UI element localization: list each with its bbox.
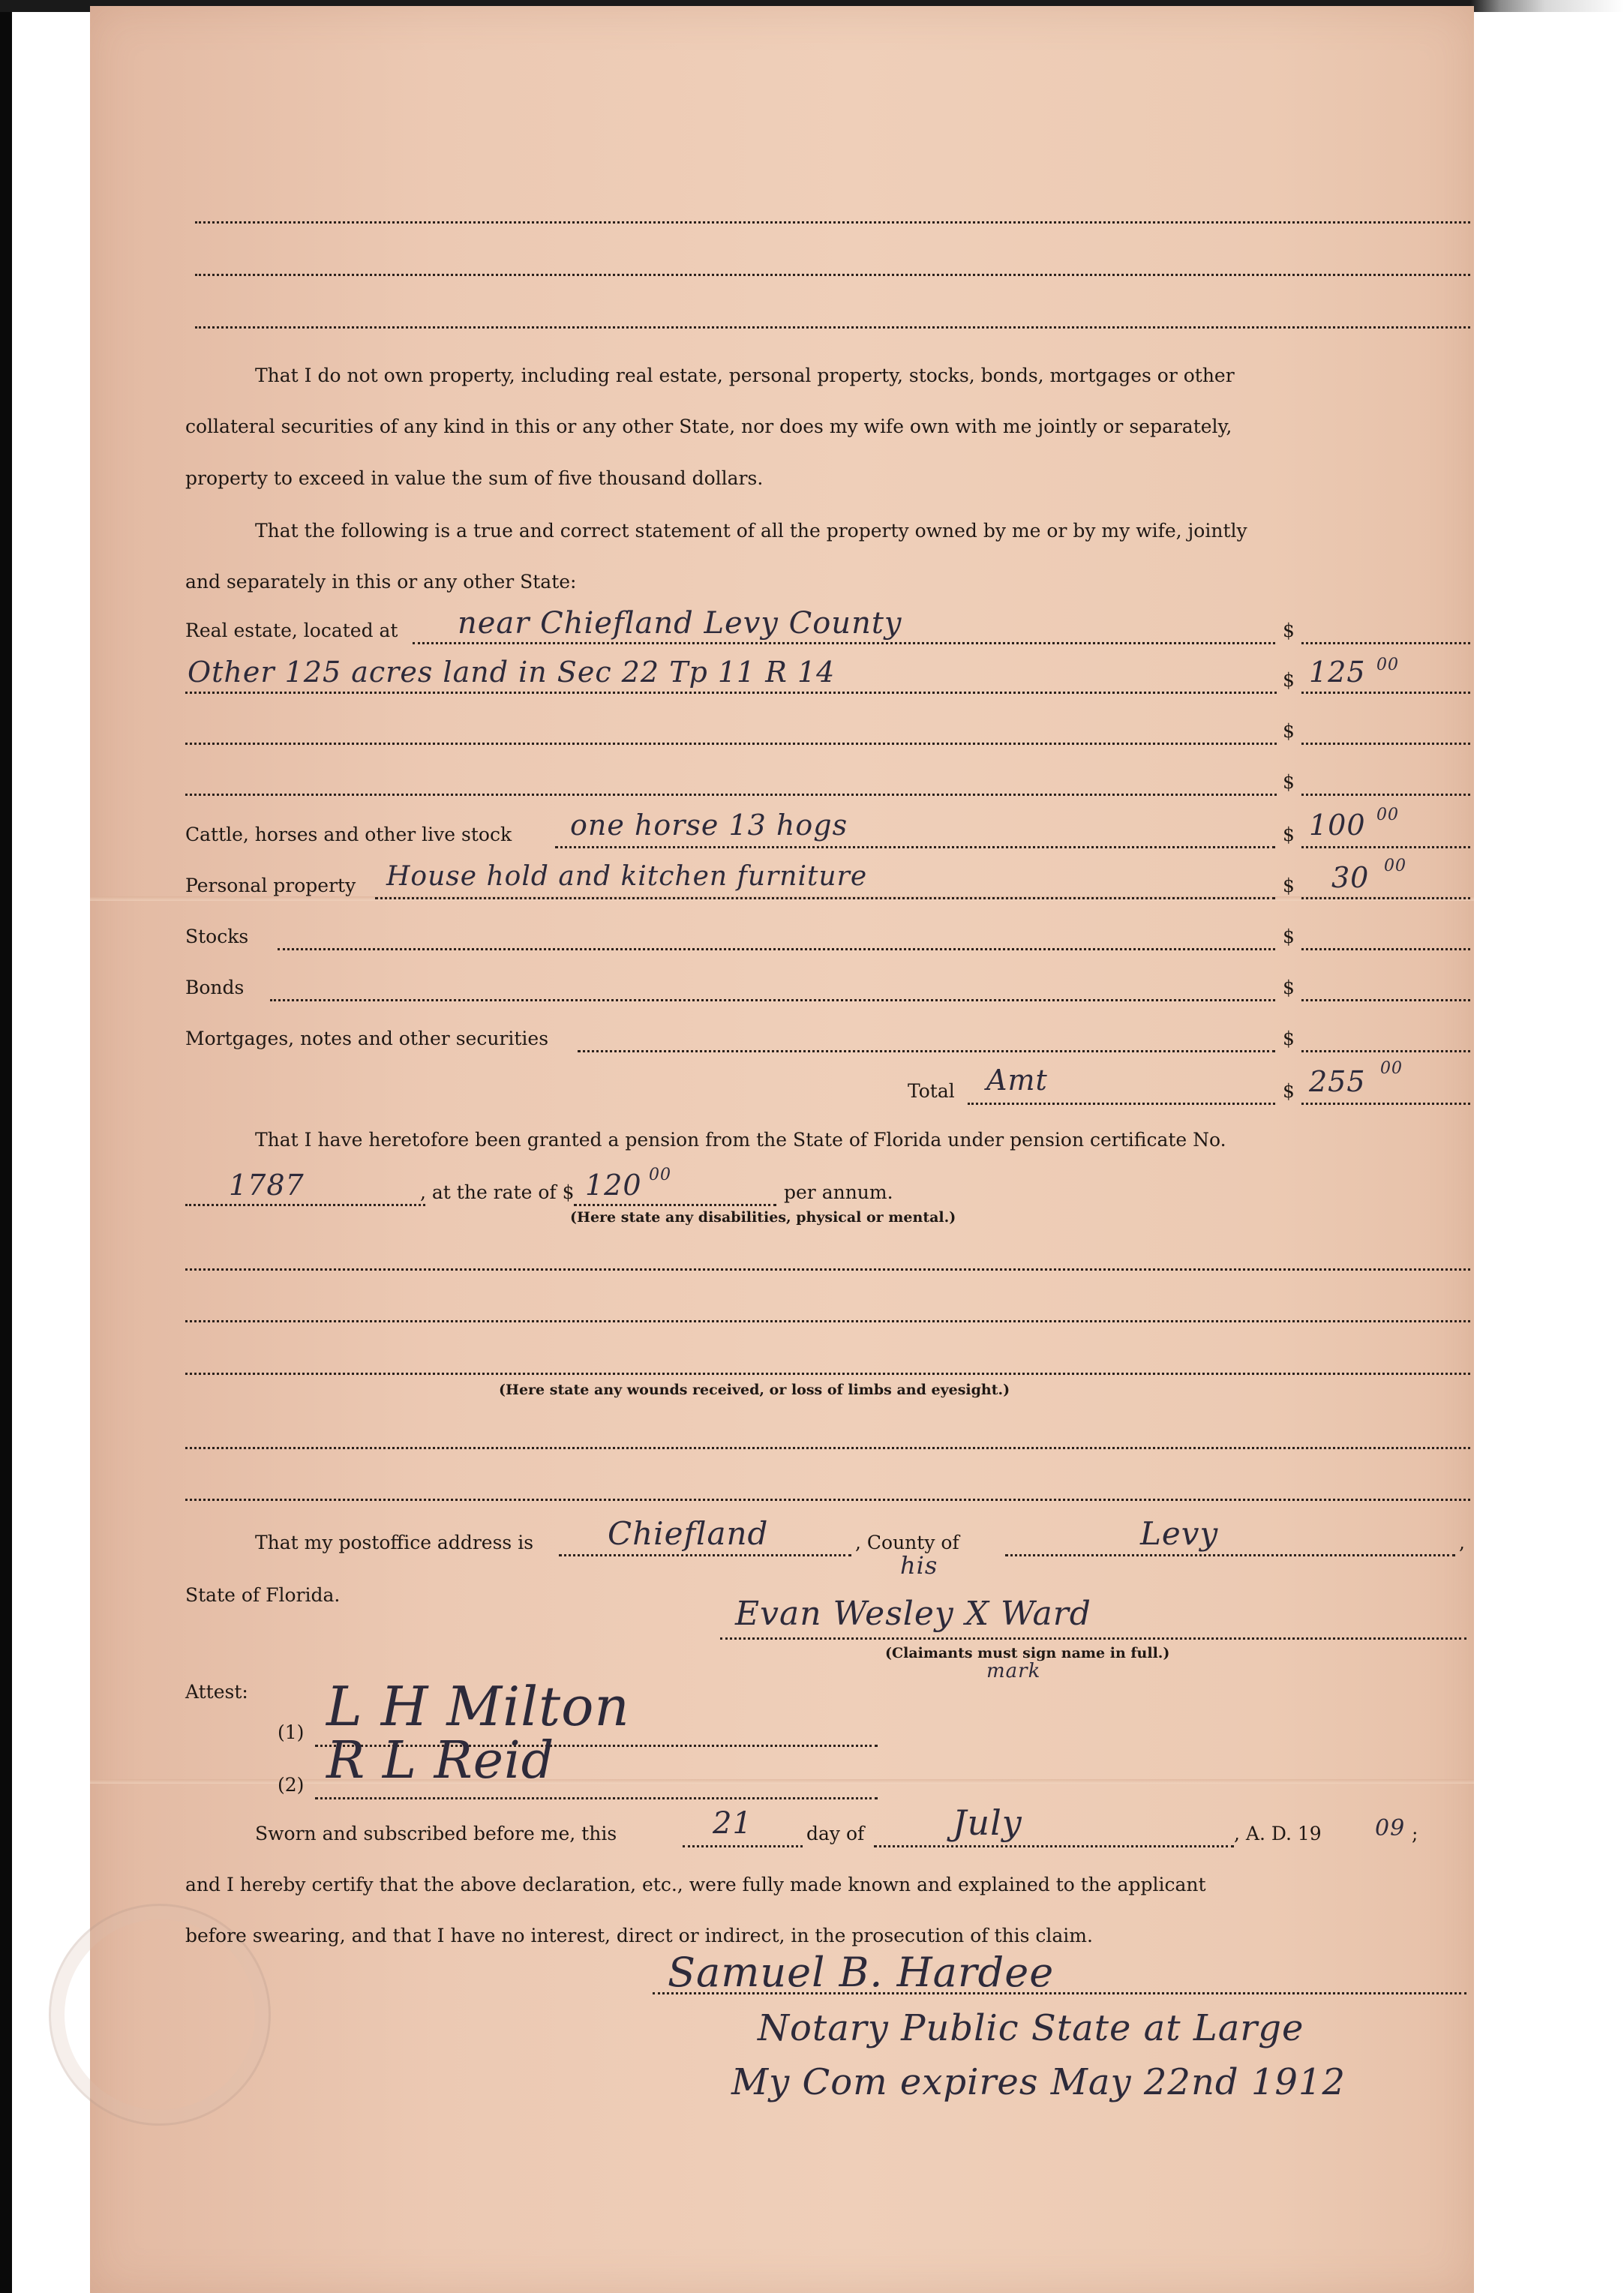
signature-line — [720, 1637, 1466, 1640]
dollar-sign: $ — [1283, 824, 1295, 845]
amount-line — [1301, 1050, 1470, 1052]
oath-statement: and I hereby certify that the above declaration, etc., were fully made known and explained to the applicant — [185, 1874, 1206, 1895]
livestock-label: Cattle, horses and other live stock — [185, 824, 512, 845]
ownership-statement-line: collateral securities of any kind in this or any other State, nor does my wife own with me jointly or separately, — [185, 416, 1232, 437]
real-estate-label: Real estate, located at — [185, 620, 398, 641]
rate-line — [574, 1204, 776, 1206]
amount-line — [1301, 794, 1470, 796]
property-statement-line: That the following is a true and correct statement of all the property owned by me or by my wife, jointly — [255, 520, 1247, 542]
sworn-month: July — [953, 1802, 1022, 1843]
amount-line — [1301, 846, 1470, 848]
amount-line — [1301, 743, 1470, 745]
postoffice-label: That my postoffice address is — [255, 1532, 534, 1553]
real-estate-line — [413, 642, 1275, 644]
blank-line — [185, 1320, 1470, 1322]
certificate-number: 1787 — [229, 1169, 305, 1202]
witness-1-number: (1) — [278, 1721, 305, 1743]
personal-property-amount: 30 — [1331, 861, 1370, 894]
sworn-day: 21 — [713, 1806, 752, 1841]
notary-title-handwritten: Notary Public State at Large — [758, 2007, 1304, 2049]
total-label: Total — [908, 1080, 955, 1102]
pension-form-page — [90, 6, 1474, 2293]
stocks-label: Stocks — [185, 926, 249, 947]
attest-label: Attest: — [185, 1681, 248, 1703]
month-line — [874, 1845, 1234, 1847]
amount-line — [1301, 1103, 1470, 1105]
real-estate-location-handwritten: near Chiefland Levy County — [458, 606, 902, 641]
blank-line — [185, 1268, 1470, 1271]
per-annum: per annum. — [784, 1181, 893, 1203]
total-amount: 255 — [1309, 1065, 1366, 1098]
claimant-sign-note: (Claimants must sign name in full.) — [885, 1645, 1170, 1661]
ownership-statement-line: That I do not own property, including real estate, personal property, stocks, bonds, mortgages or other — [255, 365, 1235, 386]
dollar-sign: $ — [1283, 1080, 1295, 1102]
blank-line — [185, 743, 1277, 745]
total-line — [968, 1103, 1275, 1105]
other-land-amount: 125 — [1309, 656, 1366, 689]
blank-line — [185, 1373, 1470, 1375]
dollar-sign: $ — [1283, 720, 1295, 742]
other-property-line — [185, 692, 1277, 694]
livestock-line — [555, 846, 1275, 848]
bonds-label: Bonds — [185, 977, 245, 998]
mark-handwritten: mark — [986, 1660, 1041, 1682]
sworn-year: 09 — [1375, 1815, 1406, 1841]
county-label: , County of — [855, 1532, 959, 1553]
state-label: State of Florida. — [185, 1584, 341, 1606]
bonds-line — [270, 999, 1275, 1001]
county-line — [1005, 1554, 1455, 1556]
blank-line — [185, 794, 1277, 796]
personal-property-cents: 00 — [1384, 857, 1406, 875]
blank-line — [195, 221, 1470, 224]
scan-edge-left — [0, 0, 12, 2293]
other-land-cents: 00 — [1376, 656, 1399, 674]
comma: , — [1459, 1532, 1465, 1553]
pension-rate: 120 — [585, 1169, 642, 1202]
witness-1-signature: L H Milton — [326, 1675, 630, 1738]
claimant-signature: Evan Wesley X Ward — [735, 1595, 1091, 1633]
wounds-note: (Here state any wounds received, or loss of limbs and eyesight.) — [499, 1382, 1010, 1398]
dollar-sign: $ — [1283, 620, 1295, 641]
dollar-sign: $ — [1283, 1028, 1295, 1049]
blank-line — [185, 1499, 1470, 1501]
blank-line — [185, 1447, 1470, 1449]
stocks-line — [278, 948, 1275, 950]
day-line — [683, 1845, 803, 1847]
mortgages-line — [578, 1050, 1275, 1052]
notary-signature: Samuel B. Hardee — [668, 1949, 1055, 1996]
dollar-sign: $ — [1283, 875, 1295, 896]
witness-2-line — [315, 1797, 878, 1799]
dollar-sign: $ — [1283, 669, 1295, 691]
sworn-label: Sworn and subscribed before me, this — [255, 1823, 617, 1844]
ad-label: , A. D. 19 — [1234, 1823, 1322, 1844]
day-of-label: day of — [806, 1823, 865, 1844]
livestock-cents: 00 — [1376, 806, 1399, 824]
amount-line — [1301, 692, 1470, 694]
total-cents: 00 — [1380, 1059, 1403, 1078]
blank-line — [195, 274, 1470, 276]
amount-line — [1301, 999, 1470, 1001]
total-note-handwritten: Amt — [986, 1064, 1048, 1097]
notary-commission-handwritten: My Com expires May 22nd 1912 — [731, 2061, 1346, 2103]
amount-line — [1301, 642, 1470, 644]
county-handwritten: Levy — [1140, 1515, 1219, 1552]
witness-2-signature: R L Reid — [326, 1731, 555, 1790]
pension-rate-cents: 00 — [649, 1166, 671, 1184]
postoffice-line — [559, 1554, 851, 1556]
personal-property-line — [375, 897, 1275, 899]
mortgages-label: Mortgages, notes and other securities — [185, 1028, 549, 1049]
disabilities-note: (Here state any disabilities, physical or mental.) — [570, 1209, 956, 1226]
livestock-amount: 100 — [1309, 809, 1366, 842]
personal-property-label: Personal property — [185, 875, 356, 896]
oath-statement: before swearing, and that I have no interest, direct or indirect, in the prosecution of this claim. — [185, 1925, 1093, 1946]
postoffice-handwritten: Chiefland — [608, 1515, 769, 1552]
pension-statement: That I have heretofore been granted a pension from the State of Florida under pension certificate No. — [255, 1129, 1226, 1151]
his-handwritten: his — [900, 1551, 938, 1580]
rate-label: , at the rate of $ — [420, 1181, 575, 1203]
livestock-handwritten: one horse 13 hogs — [570, 809, 848, 842]
dollar-sign: $ — [1283, 926, 1295, 947]
property-statement-line: and separately in this or any other State: — [185, 571, 577, 593]
semicolon: ; — [1412, 1823, 1418, 1844]
dollar-sign: $ — [1283, 771, 1295, 793]
dollar-sign: $ — [1283, 977, 1295, 998]
ownership-statement-line: property to exceed in value the sum of five thousand dollars. — [185, 467, 764, 489]
certificate-line — [185, 1204, 425, 1206]
other-land-handwritten: Other 125 acres land in Sec 22 Tp 11 R 14 — [188, 656, 836, 689]
personal-property-handwritten: House hold and kitchen furniture — [386, 861, 868, 892]
amount-line — [1301, 948, 1470, 950]
blank-line — [195, 326, 1470, 329]
amount-line — [1301, 897, 1470, 899]
witness-2-number: (2) — [278, 1774, 305, 1796]
